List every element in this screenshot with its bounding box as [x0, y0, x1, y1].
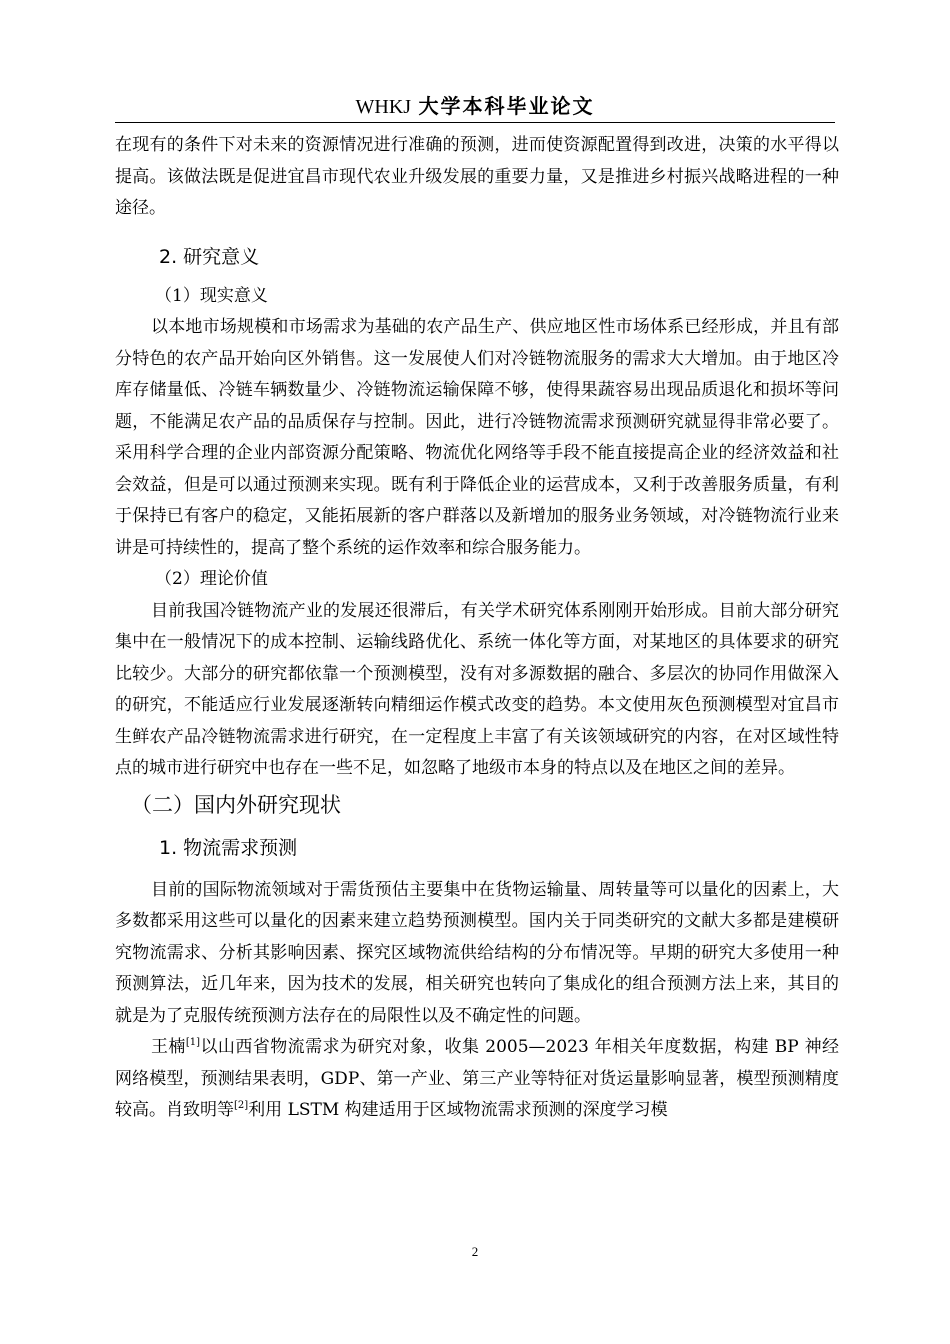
lit-text-b: 以山西省物流需求为研究对象，收集 2005—2023 年相关年度数据，构建 BP 神经网络模型，预测结果表明，GDP、第一产业、第三产业等特征对货运量影响显著，模型预测精度较高。肖致明等: [115, 1037, 840, 1120]
lit-text-c: 利用 LSTM 构建适用于区域物流需求预测的深度学习模: [248, 1100, 668, 1120]
paragraph-logistics-demand: 目前的国际物流领域对于需货预估主要集中在货物运输量、周转量等可以量化的因素上，大多数都采用这些可以量化的因素来建立趋势预测模型。国内关于同类研究的文献大多都是建模研究物流需求、分析其影响因素、探究区域物流供给结构的分布情况等。早期的研究大多使用一种预测算法，近几年来，因为技术的发展，相关研究也转向了集成化的组合预测方法上来，其目的就是为了克服传统预测方法存在的局限性以及不确定性的问题。: [115, 879, 839, 1026]
header-title: 大学本科毕业论文: [418, 94, 595, 118]
heading-research-significance: 2. 研究意义: [159, 245, 260, 268]
header-rule: [115, 122, 835, 123]
subheading-practical-significance: （1）现实意义: [155, 285, 268, 306]
heading-research-status: （二）国内外研究现状: [131, 792, 341, 817]
heading-logistics-demand-forecast: 1. 物流需求预测: [159, 836, 298, 859]
citation-2: [2]: [234, 1100, 249, 1111]
header-code: WHKJ: [355, 96, 412, 118]
paragraph-literature-review: [115, 1032, 839, 1127]
paragraph-intro: 在现有的条件下对未来的资源情况进行准确的预测，进而使资源配置得到改进，决策的水平得以提高。该做法既是促进宜昌市现代农业升级发展的重要力量，又是推进乡村振兴战略进程的一种途径。: [115, 135, 839, 218]
paragraph-practical-significance: 以本地市场规模和市场需求为基础的农产品生产、供应地区性市场体系已经形成，并且有部分特色的农产品开始向区外销售。这一发展使人们对冷链物流服务的需求大大增加。由于地区冷库存储量低、冷链车辆数量少、冷链物流运输保障不够，使得果蔬容易出现品质退化和损坏等问题，不能满足农产品的品质保存与控制。因此，进行冷链物流需求预测研究就显得非常必要了。采用科学合理的企业内部资源分配策略、物流优化网络等手段不能直接提高企业的经济效益和社会效益，但是可以通过预测来实现。既有利于降低企业的运营成本，又利于改善服务质量，有利于保持已有客户的稳定，又能拓展新的客户群落以及新增加的服务业务领域，对冷链物流行业来讲是可持续性的，提高了整个系统的运作效率和综合服务能力。: [115, 317, 839, 558]
main-text: [115, 130, 839, 1127]
running-header: [115, 94, 835, 119]
page-number: 2: [471, 1244, 479, 1259]
citation-1: [1]: [185, 1037, 201, 1048]
subheading-theoretical-value: （2）理论价值: [155, 569, 268, 589]
lit-text-a: 王楠: [151, 1037, 186, 1057]
paragraph-theoretical-value: 目前我国冷链物流产业的发展还很滞后，有关学术研究体系刚刚开始形成。目前大部分研究集中在一般情况下的成本控制、运输线路优化、系统一体化等方面，对某地区的具体要求的研究比较少。大部分的研究都依靠一个预测模型，没有对多源数据的融合、多层次的协同作用做深入的研究，不能适应行业发展逐渐转向精细运作模式改变的趋势。本文使用灰色预测模型对宜昌市生鲜农产品冷链物流需求进行研究，在一定程度上丰富了有关该领域研究的内容，在对区域性特点的城市进行研究中也存在一些不足，如忽略了地级市本身的特点以及在地区之间的差异。: [115, 600, 839, 778]
